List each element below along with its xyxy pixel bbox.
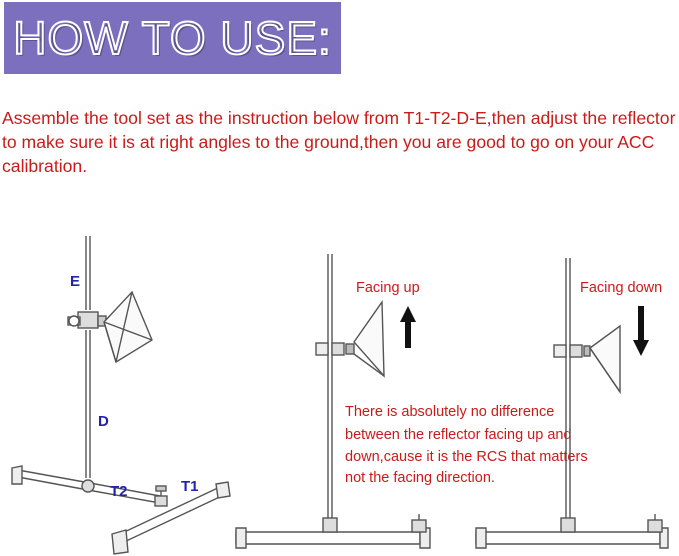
note-line-3: down,cause it is the RCS that matters [345, 449, 588, 465]
instruction-text: Assemble the tool set as the instruction below from T1-T2-D-E,then adjust the reflector to make sure it is at right angles to the ground,then you are good to go on your ACC calibration. [2, 108, 676, 176]
note-line-1: There is absolutely no difference [345, 404, 555, 420]
label-t2: T2 [110, 483, 128, 500]
facing-down-figure [476, 258, 668, 548]
arrow-up-icon [400, 306, 416, 348]
label-d: D [98, 413, 109, 430]
arrow-down-icon [633, 306, 649, 356]
label-t1: T1 [181, 478, 199, 495]
assembly-figure [12, 236, 230, 554]
facing-up-caption: Facing up [356, 280, 420, 296]
note-line-4: not the facing direction. [345, 470, 495, 486]
facing-down-caption: Facing down [580, 280, 663, 296]
facing-up-figure [236, 254, 430, 548]
banner-title: HOW TO USE: [13, 12, 332, 64]
note-line-2: between the reflector facing up and [345, 427, 572, 443]
label-e: E [70, 273, 81, 290]
